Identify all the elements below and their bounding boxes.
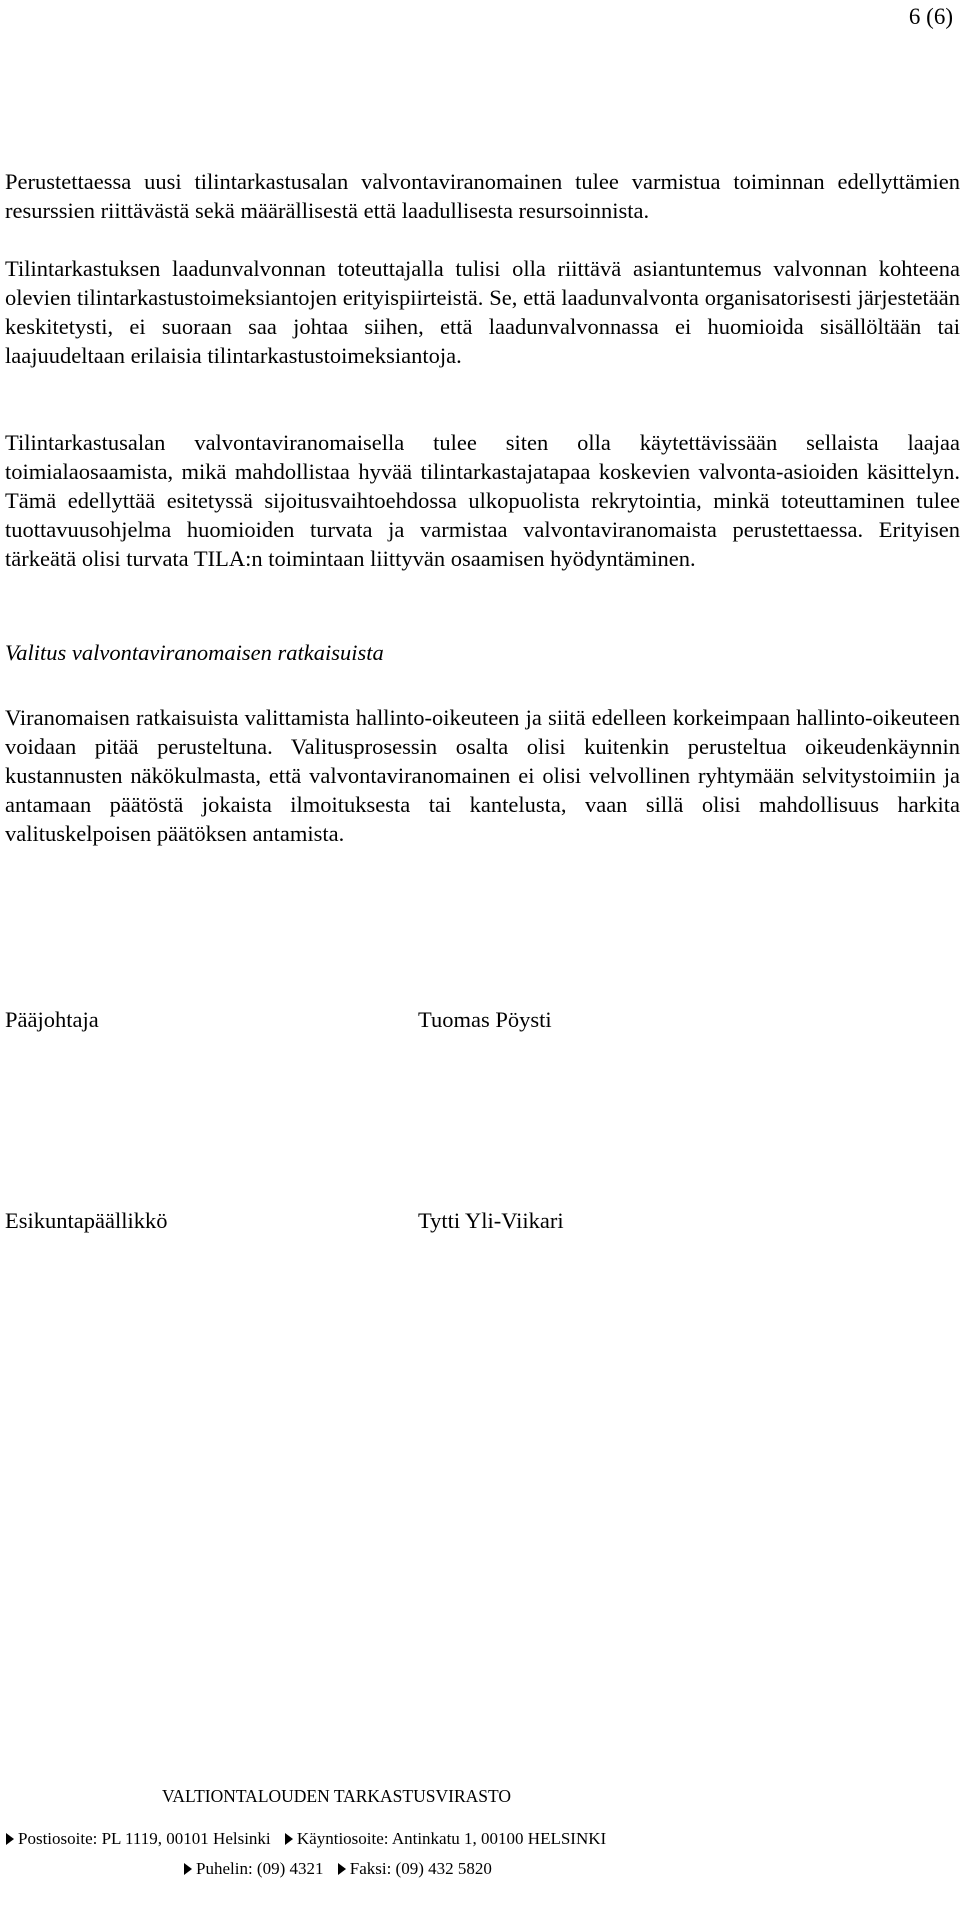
footer-postal-text: Postiosoite: PL 1119, 00101 Helsinki	[18, 1829, 271, 1848]
triangle-right-icon	[184, 1863, 192, 1875]
footer-visiting-text: Käyntiosoite: Antinkatu 1, 00100 HELSINKI	[296, 1829, 607, 1848]
paragraph-text: Perustettaessa uusi tilintarkastusalan valvontaviranomainen tulee varmistua toiminnan edellyttämien resurssien riittävästä sekä määrällisestä että laadullisesta resursoinnista.	[5, 169, 960, 223]
footer-organization: VALTIONTALOUDEN TARKASTUSVIRASTO	[162, 1786, 512, 1806]
signature-title: Esikuntapäällikkö	[5, 1208, 168, 1233]
section-heading: Valitus valvontaviranomaisen ratkaisuista	[5, 640, 384, 665]
signature-name: Tytti Yli-Viikari	[418, 1208, 564, 1233]
paragraph-text: Viranomaisen ratkaisuista valittamista hallinto-oikeuteen ja siitä edelleen korkeimpaan hallinto-oikeuteen voidaan pitää perusteltuna. Valitusprosessin osalta olisi kuitenkin perusteltua oikeudenkäynnin kustannusten näkökulmasta, että valvontaviranomainen ei olisi velvollinen ryhtymään selvitystoimiin ja antamaan päätöstä jokaista ilmoituksesta tai kantelusta, vaan sillä olisi mahdollisuus harkita valituskelpoisen päätöksen antamista.	[5, 705, 960, 846]
paragraph-quality-control	[5, 254, 960, 370]
signature-title: Pääjohtaja	[5, 1007, 99, 1032]
page-number: 6 (6)	[908, 4, 953, 29]
paragraph-expertise	[5, 428, 960, 573]
triangle-right-icon	[285, 1833, 293, 1845]
footer-fax	[338, 1859, 492, 1879]
footer-visiting-address	[285, 1829, 606, 1849]
paragraph-resources	[5, 167, 960, 225]
paragraph-appeal	[5, 703, 960, 848]
paragraph-text: Tilintarkastusalan valvontaviranomaisella tulee siten olla käytettävissään sellaista laajaa toimialaosaamista, mikä mahdollistaa hyvää tilintarkastajatapaa koskevien valvonta-asioiden käsittelyn. Tämä edellyttää esitetyssä sijoitusvaihtoehdossa ulkopuolista rekrytointia, minkä toteuttaminen tulee tuottavuusohjelma huomioiden turvata ja varmistaa valvontaviranomaista perustettaessa. Erityisen tärkeätä olisi turvata TILA:n toimintaan liittyvän osaamisen hyödyntäminen.	[5, 430, 960, 571]
footer-phone	[184, 1859, 324, 1879]
footer-postal-address	[6, 1829, 271, 1849]
footer-address-line	[6, 1829, 616, 1849]
footer-fax-text: Faksi: (09) 432 5820	[349, 1859, 492, 1878]
footer-contact-line	[184, 1859, 502, 1879]
signature-name: Tuomas Pöysti	[418, 1007, 552, 1032]
triangle-right-icon	[338, 1863, 346, 1875]
paragraph-text: Tilintarkastuksen laadunvalvonnan toteuttajalla tulisi olla riittävä asiantuntemus valvonnan kohteena olevien tilintarkastustoimeksiantojen erityispiirteistä. Se, että laadunvalvonta organisatorisesti järjestetään keskitetysti, ei suoraan saa johtaa siihen, että laadunvalvonnassa ei huomioida sisällöltään tai laajuudeltaan erilaisia tilintarkastustoimeksiantoja.	[5, 256, 960, 368]
footer-phone-text: Puhelin: (09) 4321	[196, 1859, 324, 1878]
triangle-right-icon	[6, 1833, 14, 1845]
